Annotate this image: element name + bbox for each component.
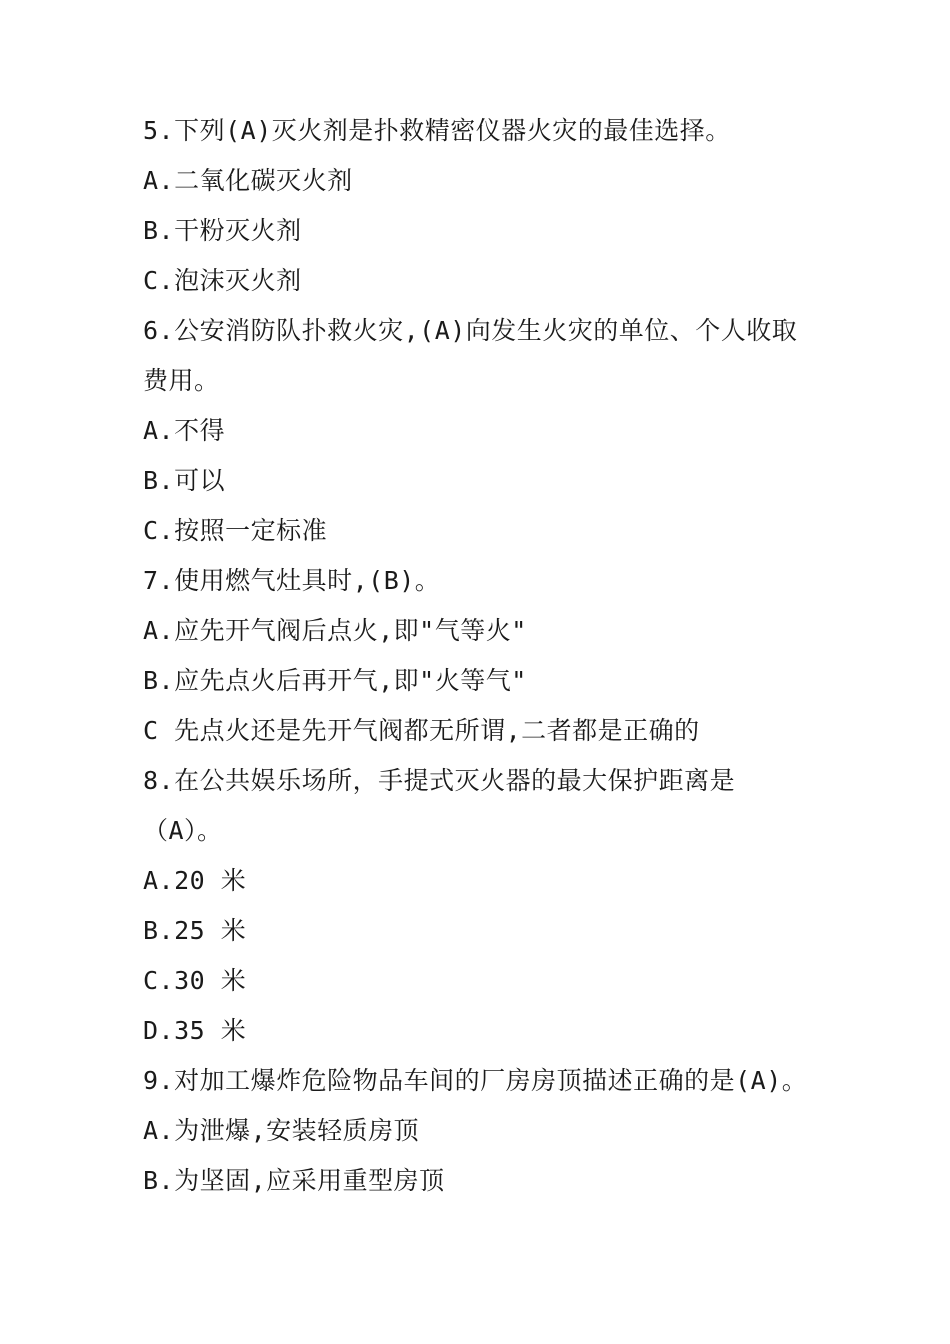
question-9-option-a: A.为泄爆,安装轻质房顶 (143, 1116, 420, 1145)
question-7-stem: 7.使用燃气灶具时,(B)。 (143, 566, 441, 595)
question-8-option-d: D.35 米 (143, 1016, 247, 1045)
question-9-stem: 9.对加工爆炸危险物品车间的厂房房顶描述正确的是(A)。 (143, 1066, 808, 1095)
question-8-stem-continued: （A）。 (143, 816, 223, 845)
question-8-stem: 8.在公共娱乐场所，手提式灭火器的最大保护距离是 (143, 766, 736, 795)
question-5-option-a: A.二氧化碳灭火剂 (143, 166, 353, 195)
question-5-stem: 5.下列(A)灭火剂是扑救精密仪器火灾的最佳选择。 (143, 116, 731, 145)
question-6-stem: 6.公安消防队扑救火灾,(A)向发生火灾的单位、个人收取 (143, 316, 798, 345)
question-6-option-c: C.按照一定标准 (143, 516, 328, 545)
question-7-option-b: B.应先点火后再开气,即"火等气" (143, 666, 527, 695)
question-8-option-c: C.30 米 (143, 966, 247, 995)
question-5-option-b: B.干粉灭火剂 (143, 216, 302, 245)
question-7-option-c: C 先点火还是先开气阀都无所谓,二者都是正确的 (143, 716, 700, 745)
question-8-option-a: A.20 米 (143, 866, 247, 895)
question-6-stem-continued: 费用。 (143, 366, 220, 395)
question-6-option-b: B.可以 (143, 466, 226, 495)
question-6-option-a: A.不得 (143, 416, 226, 445)
question-5-option-c: C.泡沫灭火剂 (143, 266, 302, 295)
question-7-option-a: A.应先开气阀后点火,即"气等火" (143, 616, 527, 645)
question-8-option-b: B.25 米 (143, 916, 247, 945)
question-9-option-b: B.为坚固,应采用重型房顶 (143, 1166, 445, 1195)
